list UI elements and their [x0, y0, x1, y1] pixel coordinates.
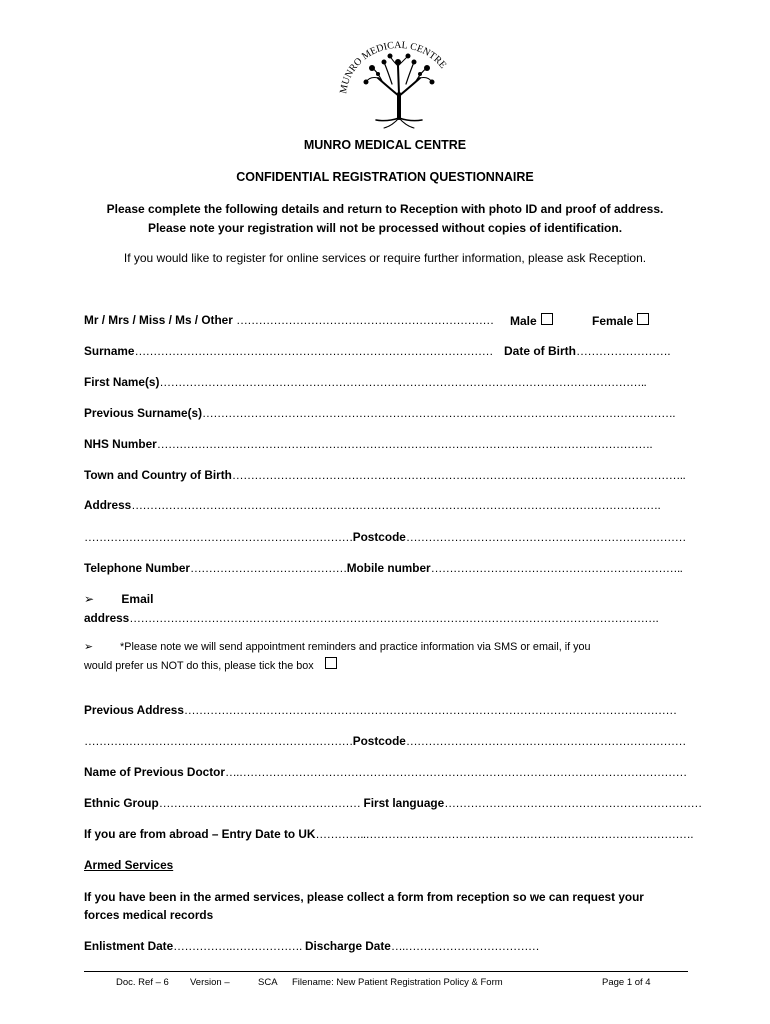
- email-address-label: address: [84, 611, 130, 625]
- enlistment-date-dots: …………….……………….: [173, 939, 302, 953]
- previous-doctor-field[interactable]: [84, 765, 687, 779]
- previous-address-dots: ……………………………………………………………………………………………………………………: [183, 703, 677, 717]
- male-option[interactable]: [510, 313, 553, 328]
- address-dots: …………………………………………………………………………………………………………………………….: [131, 498, 661, 512]
- footer-version: Version –: [190, 977, 230, 988]
- female-checkbox[interactable]: [637, 313, 649, 325]
- entry-date-dots: …………..…………………………………………………………………………….: [315, 827, 693, 841]
- discharge-date-label: Discharge Date: [304, 939, 391, 953]
- address-field[interactable]: [84, 498, 660, 512]
- first-name-dots: …………………………………………………………………………………………………………………..: [159, 375, 647, 389]
- previous-doctor-dots: ….…………………………………………………………………………………………………………: [224, 765, 687, 779]
- female-option[interactable]: [592, 313, 649, 328]
- instruction-line-1: Please complete the following details and return to Reception with photo ID and proof of address.: [106, 202, 664, 216]
- footer-page-number: Page 1 of 4: [602, 977, 651, 988]
- telephone-dots: ……………………………………: [189, 561, 347, 575]
- dob-field[interactable]: [504, 344, 670, 358]
- online-services-note: If you would like to register for online services or require further information, please ask Reception.: [123, 251, 647, 265]
- email-bullet: [84, 592, 153, 606]
- title-label: Mr / Mrs / Miss / Ms / Other: [84, 313, 233, 327]
- postcode-dots: …………………………………………………………………: [405, 530, 686, 544]
- enlistment-date-label: Enlistment Date: [84, 939, 174, 953]
- telephone-label: Telephone Number: [84, 561, 190, 575]
- previous-address-line-2-field[interactable]: [84, 734, 686, 748]
- sms-optout[interactable]: [84, 657, 337, 672]
- previous-surname-label: Previous Surname(s): [84, 406, 203, 420]
- telephone-field[interactable]: [84, 561, 682, 575]
- surname-dots: ……………………………………………………………………………………: [134, 344, 493, 358]
- nhs-number-label: NHS Number: [84, 437, 157, 451]
- centre-title: MUNRO MEDICAL CENTRE: [303, 138, 467, 152]
- address-label: Address: [84, 498, 132, 512]
- nhs-number-dots: …………………………………………………………………………………………………………………….: [156, 437, 653, 451]
- footer-filename: Filename: New Patient Registration Policy & Form: [292, 977, 503, 988]
- mobile-label: Mobile number: [346, 561, 431, 575]
- sms-optout-checkbox[interactable]: [325, 657, 337, 669]
- footer-author: SCA: [258, 977, 278, 988]
- entry-date-label: If you are from abroad – Entry Date to UK: [84, 827, 316, 841]
- mobile-dots: …………………………………………………………..: [430, 561, 683, 575]
- footer-divider: [84, 971, 688, 972]
- ethnic-group-dots: ………………………………………………: [158, 796, 361, 810]
- first-language-label: First language: [363, 796, 445, 810]
- sms-note-line-2: would prefer us NOT do this, please tick the box: [84, 660, 314, 672]
- sms-note-line-1: *Please note we will send appointment reminders and practice information via SMS or email, if you: [120, 641, 591, 653]
- ethnic-language-field[interactable]: [84, 796, 702, 810]
- dob-dots: …………………….: [576, 344, 670, 358]
- title-field[interactable]: [84, 313, 494, 327]
- birthplace-label: Town and Country of Birth: [84, 468, 232, 482]
- birthplace-field[interactable]: [84, 468, 685, 482]
- previous-address-line-2-dots: ………………………………………………………………: [84, 734, 353, 748]
- previous-surname-field[interactable]: [84, 406, 675, 420]
- footer-doc-ref: Doc. Ref – 6: [116, 977, 169, 988]
- service-dates-field[interactable]: [84, 939, 539, 953]
- postcode-label: Postcode: [352, 530, 406, 544]
- sms-note: [84, 640, 591, 653]
- nhs-number-field[interactable]: [84, 437, 652, 451]
- female-label: Female: [592, 314, 634, 328]
- previous-doctor-label: Name of Previous Doctor: [84, 765, 225, 779]
- address-line-2-dots: ………………………………………………………………: [84, 530, 353, 544]
- previous-postcode-label: Postcode: [352, 734, 406, 748]
- email-label: Email: [121, 592, 154, 606]
- first-language-dots: ……………………………………………………………: [444, 796, 702, 810]
- armed-services-note-line-1: If you have been in the armed services, please collect a form from reception so we can request your: [84, 890, 644, 904]
- ethnic-group-label: Ethnic Group: [84, 796, 159, 810]
- address-line-2-field[interactable]: [84, 530, 686, 544]
- previous-surname-dots: ……………………………………………………………………………………………………………….: [202, 406, 675, 420]
- birthplace-dots: …………………………………………………………………………………………………………..: [231, 468, 686, 482]
- male-checkbox[interactable]: [541, 313, 553, 325]
- title-dots: ……………………………………………………………: [236, 313, 494, 327]
- email-dots: …………………………………………………………………………………………………………………………….: [129, 611, 659, 625]
- first-name-label: First Name(s): [84, 375, 160, 389]
- previous-address-field[interactable]: [84, 703, 677, 717]
- surname-field[interactable]: [84, 344, 493, 358]
- armed-services-note-line-2: forces medical records: [84, 908, 214, 922]
- discharge-date-dots: ….………………………………: [390, 939, 540, 953]
- logo-arc-text: MUNRO MEDICAL CENTRE: [338, 39, 449, 95]
- form-title: CONFIDENTIAL REGISTRATION QUESTIONNAIRE: [236, 170, 534, 184]
- surname-label: Surname: [84, 344, 135, 358]
- arrow-bullet-icon: ➢: [84, 641, 94, 653]
- arrow-bullet-icon: ➢: [84, 592, 95, 606]
- armed-services-heading: Armed Services: [84, 858, 174, 872]
- previous-address-label: Previous Address: [84, 703, 184, 717]
- first-name-field[interactable]: [84, 375, 646, 389]
- centre-logo: [332, 36, 466, 130]
- email-address-field[interactable]: [84, 611, 658, 625]
- previous-postcode-dots: …………………………………………………………………: [405, 734, 686, 748]
- entry-date-field[interactable]: [84, 827, 693, 841]
- instruction-line-2: Please note your registration will not be processed without copies of identification.: [147, 221, 623, 235]
- male-label: Male: [510, 314, 537, 328]
- dob-label: Date of Birth: [504, 344, 576, 358]
